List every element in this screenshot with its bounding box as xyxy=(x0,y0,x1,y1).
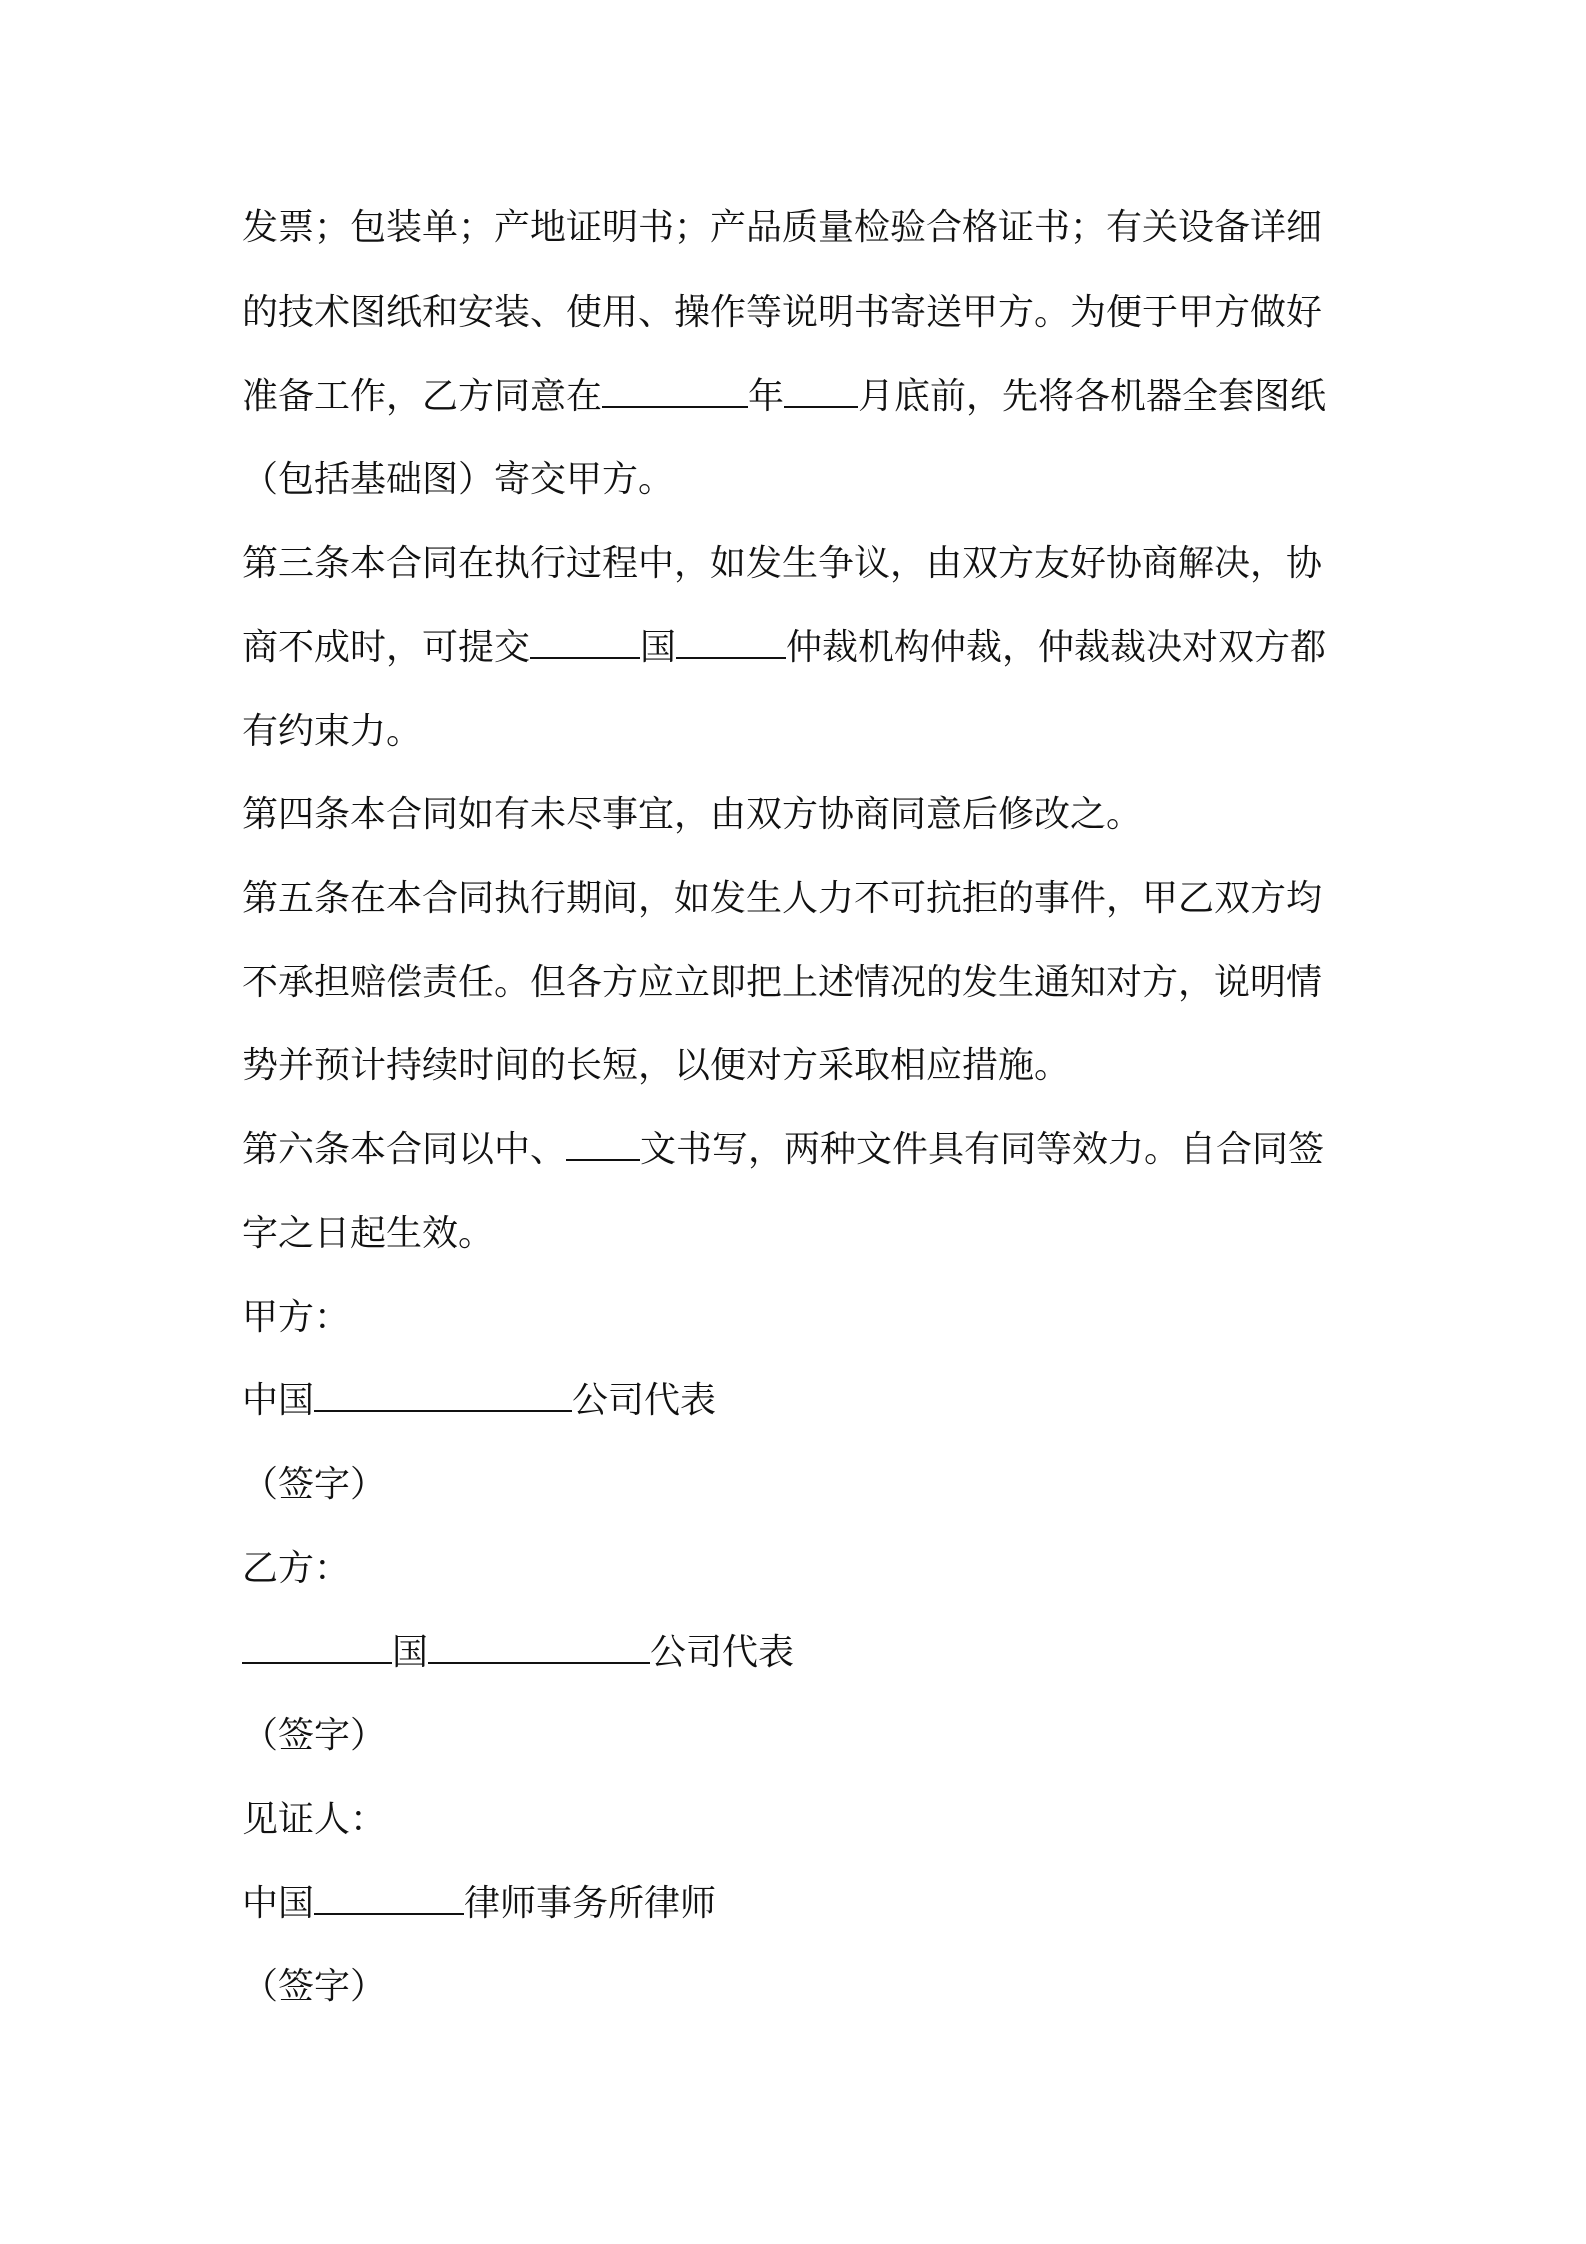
text-line-with-blanks xyxy=(242,1124,1362,1176)
text-segment: 仲裁机构仲裁，仲裁裁决对双方都 xyxy=(786,627,1327,668)
text-segment: 文书写，两种文件具有同等效力。自合同签 xyxy=(640,1129,1325,1170)
text-segment: 公司代表 xyxy=(572,1380,717,1421)
text-line: 第三条本合同在执行过程中，如发生争议，由双方友好协商解决，协 xyxy=(242,543,1323,584)
text-segment: 准备工作，乙方同意在 xyxy=(242,376,603,417)
text-line: 有约束力。 xyxy=(242,711,423,752)
text-segment: 律师事务所律师 xyxy=(464,1883,717,1924)
text-line: 不承担赔偿责任。但各方应立即把上述情况的发生通知对方，说明情 xyxy=(242,962,1323,1003)
blank-field xyxy=(676,623,786,659)
blank-field xyxy=(784,372,858,408)
signature-label: （签字） xyxy=(242,1464,387,1505)
text-segment: 国 xyxy=(392,1632,429,1673)
blank-field xyxy=(428,1628,650,1664)
blank-field xyxy=(314,1376,572,1412)
blank-field xyxy=(314,1879,464,1915)
text-segment: 中国 xyxy=(242,1883,315,1924)
text-line-with-blanks xyxy=(242,622,1362,674)
text-line: 字之日起生效。 xyxy=(242,1213,495,1254)
text-line: 第五条在本合同执行期间，如发生人力不可抗拒的事件，甲乙双方均 xyxy=(242,878,1323,919)
text-line: 发票；包装单；产地证明书；产品质量检验合格证书；有关设备详细 xyxy=(242,207,1323,248)
blank-field xyxy=(530,623,640,659)
text-segment: 公司代表 xyxy=(650,1632,795,1673)
party-b-label: 乙方： xyxy=(242,1548,351,1589)
blank-field xyxy=(602,372,748,408)
witness-lawyer xyxy=(242,1878,1362,1930)
text-line: 第四条本合同如有未尽事宜，由双方协商同意后修改之。 xyxy=(242,794,1143,835)
text-line: 的技术图纸和安装、使用、操作等说明书寄送甲方。为便于甲方做好 xyxy=(242,292,1323,333)
party-a-company xyxy=(242,1375,1362,1427)
signature-label: （签字） xyxy=(242,1715,387,1756)
text-segment: 第六条本合同以中、 xyxy=(242,1129,567,1170)
text-line-with-blanks xyxy=(242,371,1362,423)
text-segment: 月底前，先将各机器全套图纸 xyxy=(858,376,1327,417)
party-b-company xyxy=(242,1627,1362,1679)
text-segment: 中国 xyxy=(242,1380,315,1421)
party-a-label: 甲方： xyxy=(242,1297,351,1338)
blank-field xyxy=(566,1125,640,1161)
witness-label: 见证人： xyxy=(242,1799,387,1840)
text-segment: 年 xyxy=(748,376,785,417)
text-segment: 商不成时，可提交 xyxy=(242,627,531,668)
blank-field xyxy=(242,1628,392,1664)
text-line: （包括基础图）寄交甲方。 xyxy=(242,459,675,500)
signature-label: （签字） xyxy=(242,1966,387,2007)
text-line: 势并预计持续时间的长短，以便对方采取相应措施。 xyxy=(242,1045,1071,1086)
text-segment: 国 xyxy=(640,627,677,668)
